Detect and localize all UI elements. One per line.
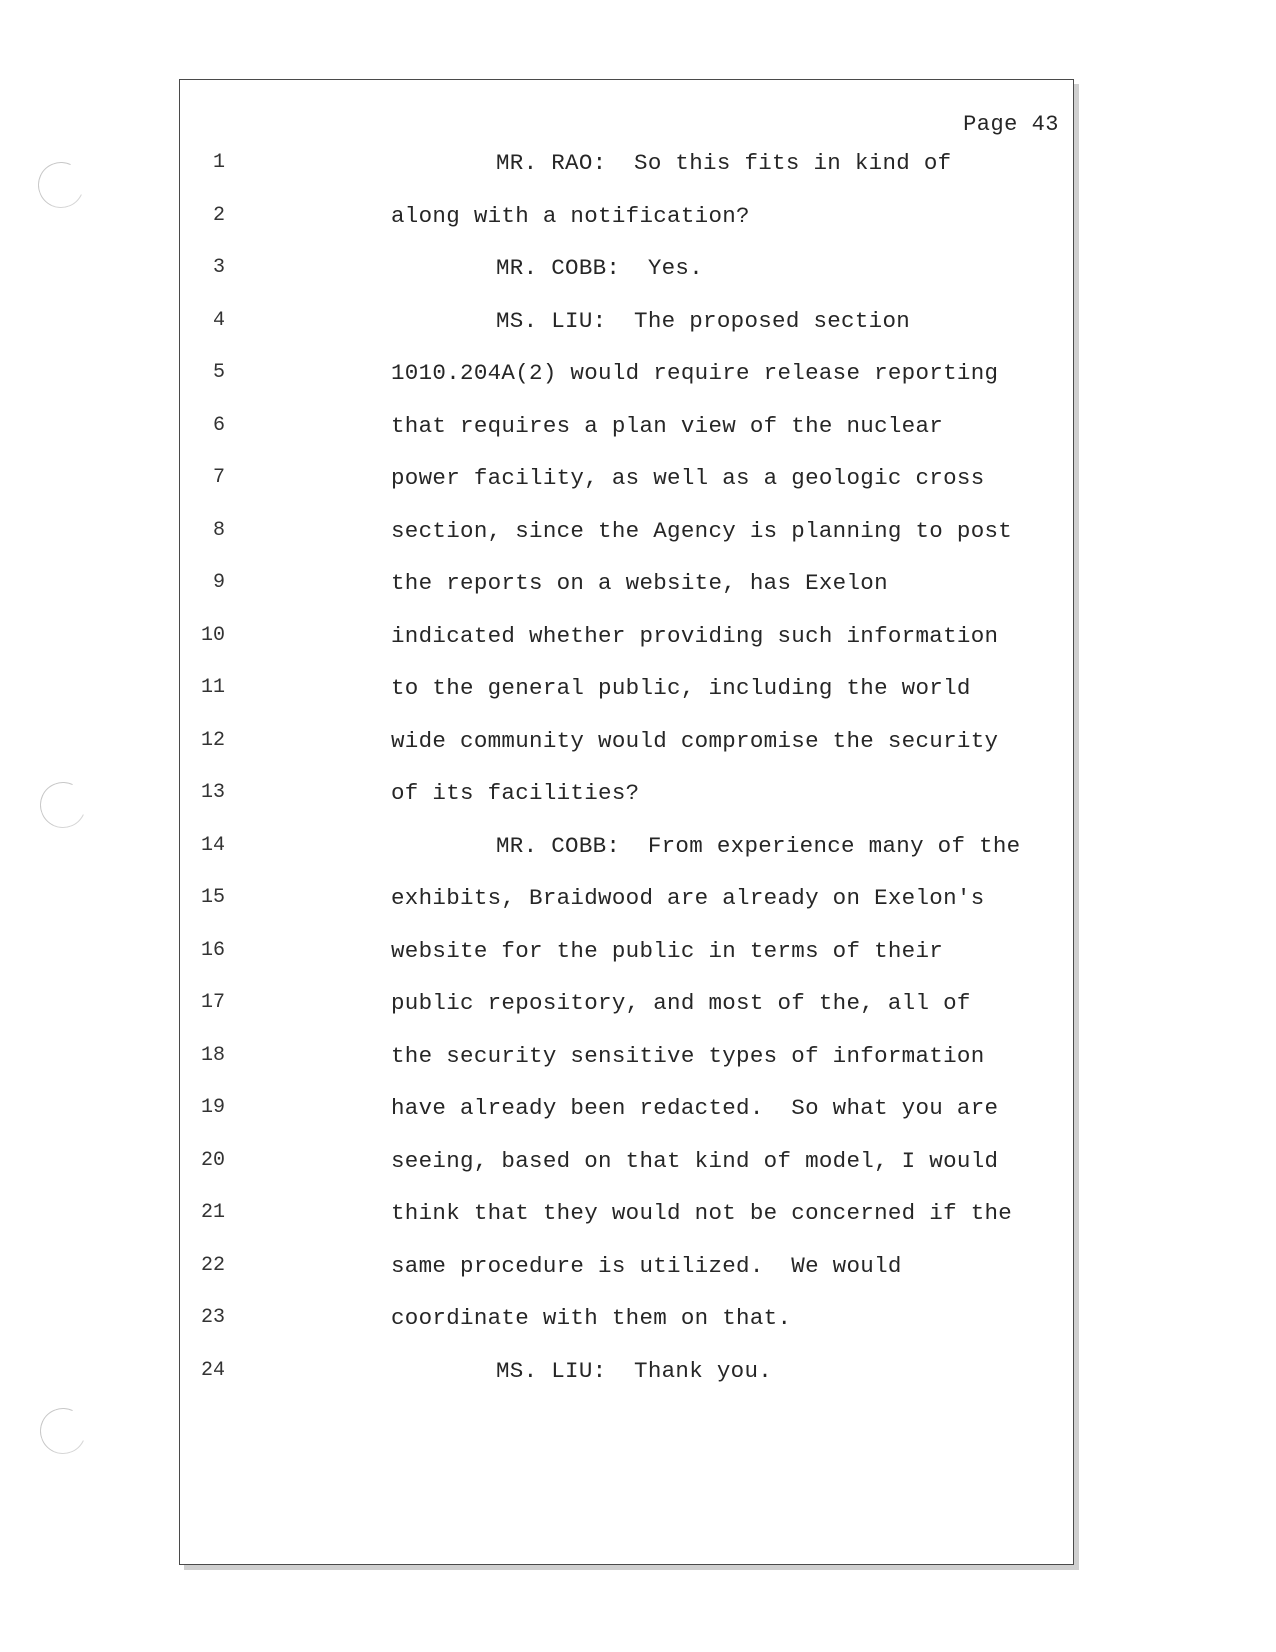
- line-number: 11: [200, 676, 225, 699]
- line-number: 3: [212, 256, 225, 279]
- transcript-line: [180, 616, 1073, 656]
- line-number: 22: [200, 1253, 225, 1277]
- line-text: think that they would not be concerned if the: [391, 1200, 1013, 1226]
- line-text: seeing, based on that kind of model, I would: [391, 1147, 999, 1174]
- line-text: power facility, as well as a geologic cross: [391, 465, 985, 491]
- line-number: 7: [212, 466, 225, 489]
- line-number: 24: [200, 1358, 225, 1382]
- line-text: 1010.204A(2) would require release reporting: [391, 360, 999, 386]
- transcript-line: [180, 1246, 1073, 1286]
- line-number: 19: [200, 1096, 225, 1119]
- line-number: 20: [200, 1148, 225, 1172]
- transcript-line: [180, 406, 1073, 446]
- transcript-line: [180, 563, 1073, 603]
- line-text: MR. COBB: Yes.: [496, 255, 704, 281]
- line-text: public repository, and most of the, all of: [391, 990, 971, 1016]
- line-text: exhibits, Braidwood are already on Exelon's: [391, 885, 985, 911]
- line-number: 5: [212, 361, 225, 384]
- transcript-line: [180, 196, 1073, 236]
- transcript-line: [180, 1193, 1073, 1233]
- transcript-line: [180, 931, 1073, 971]
- line-text: section, since the Agency is planning to post: [391, 517, 1013, 544]
- line-text: the security sensitive types of information: [391, 1042, 985, 1069]
- binder-hole-bottom: [34, 1402, 93, 1461]
- transcript-line: [180, 248, 1073, 288]
- transcript-line: [180, 143, 1073, 183]
- transcript-page: [179, 79, 1074, 1565]
- line-number: 21: [200, 1201, 225, 1224]
- line-text: MR. COBB: From experience many of the: [496, 832, 1021, 859]
- line-number: 6: [212, 413, 225, 437]
- line-text: have already been redacted. So what you are: [391, 1095, 999, 1121]
- transcript-line: [180, 826, 1073, 866]
- line-text: to the general public, including the world: [391, 675, 971, 701]
- transcript-line: [180, 1298, 1073, 1338]
- transcript-line: [180, 301, 1073, 341]
- line-number: 2: [212, 203, 225, 227]
- line-text: same procedure is utilized. We would: [391, 1252, 902, 1279]
- line-text: MS. LIU: The proposed section: [496, 307, 911, 334]
- line-number: 9: [212, 571, 225, 594]
- line-text: the reports on a website, has Exelon: [391, 570, 888, 596]
- line-number: 12: [200, 728, 225, 752]
- line-number: 10: [200, 623, 225, 647]
- line-text: wide community would compromise the security: [391, 727, 999, 754]
- page-number: Page 43: [963, 112, 1059, 137]
- transcript-line: [180, 458, 1073, 498]
- transcript-line: [180, 1351, 1073, 1391]
- line-text: along with a notification?: [391, 202, 750, 229]
- transcript-line: [180, 773, 1073, 813]
- binder-hole-top: [32, 156, 91, 215]
- line-number: 13: [200, 781, 225, 804]
- line-text: MR. RAO: So this fits in kind of: [496, 150, 952, 176]
- transcript-line: [180, 721, 1073, 761]
- line-number: 16: [200, 938, 225, 962]
- transcript-line: [180, 983, 1073, 1023]
- transcript-line: [180, 511, 1073, 551]
- line-text: MS. LIU: Thank you.: [496, 1357, 773, 1384]
- line-text: coordinate with them on that.: [391, 1305, 792, 1331]
- transcript-line: [180, 353, 1073, 393]
- line-number: 15: [200, 886, 225, 909]
- transcript-line: [180, 1088, 1073, 1128]
- line-number: 4: [212, 308, 225, 332]
- line-text: website for the public in terms of their: [391, 937, 944, 964]
- line-number: 17: [200, 991, 225, 1014]
- line-text: that requires a plan view of the nuclear: [391, 412, 944, 439]
- line-number: 18: [200, 1043, 225, 1067]
- transcript-line: [180, 1141, 1073, 1181]
- line-number: 8: [212, 518, 225, 542]
- binder-hole-middle: [34, 776, 93, 835]
- line-number: 1: [212, 151, 225, 174]
- line-number: 14: [200, 833, 225, 857]
- transcript-line: [180, 1036, 1073, 1076]
- transcript-line: [180, 878, 1073, 918]
- line-text: indicated whether providing such information: [391, 622, 999, 649]
- transcript-line: [180, 668, 1073, 708]
- line-text: of its facilities?: [391, 780, 640, 806]
- line-number: 23: [200, 1306, 225, 1329]
